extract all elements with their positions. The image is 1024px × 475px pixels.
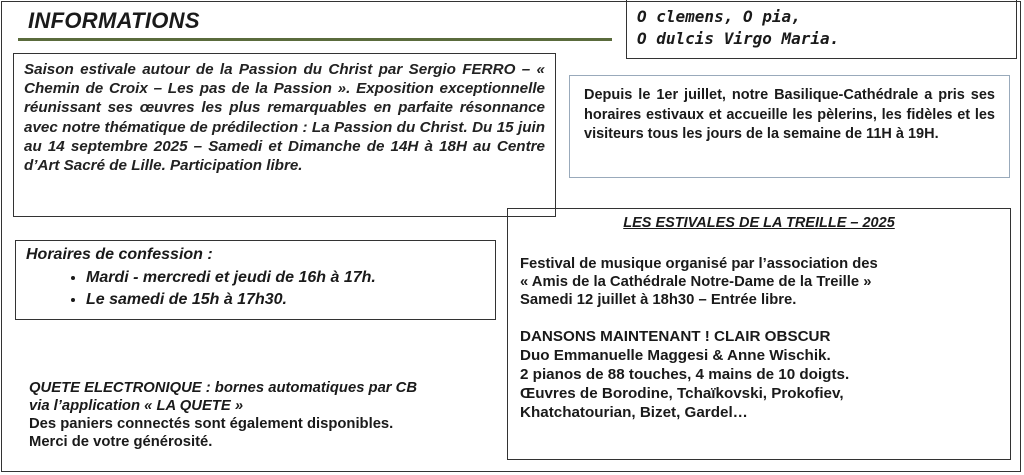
collection-line: Des paniers connectés sont également disponibles. [29,416,394,432]
concert-line: 2 pianos de 88 touches, 4 mains de 10 doigts. [520,366,850,383]
basilica-hours-text: Depuis le 1er juillet, notre Basilique-Cathédrale a pris ses horaires estivaux et accueille les pèlerins, les fidèles et les visiteurs tous les jours de la semaine de 11H à 19H. [584,87,995,142]
confession-item: • Le samedi de 15h à 17h30. [86,289,485,311]
basilica-hours-box [569,75,1010,178]
concert-line: DANSONS MAINTENANT ! CLAIR OBSCUR [520,328,831,345]
prayer-line: O clemens, O pia, [637,7,801,26]
informations-heading: INFORMATIONS [28,8,200,33]
exhibition-text: Saison estivale autour de la Passion du Christ par Sergio FERRO – « Chemin de Croix – Les pas de la Passion ». Exposition exceptionnelle réunissant ses œuvres les plus remarquables en parfaite résonnance avec notre thématique de prédilection : La Passion du Christ. Du 15 juin au 14 septembre 2025 – Samedi et Dimanche de 14H à 18H au Centre d’Art Sacré de Lille. Participation libre. [24,61,545,175]
exhibition-box [13,53,556,217]
prayer-box [626,0,1017,59]
festival-line: Festival de musique organisé par l’association des [520,256,878,272]
confession-box [15,240,496,320]
prayer-line: O dulcis Virgo Maria. [637,29,840,48]
collection-notice [29,379,499,451]
confession-title: Horaires de confession : [26,246,213,263]
confession-list [26,267,485,311]
concert-line: Duo Emmanuelle Maggesi & Anne Wischik. [520,347,831,364]
spacer [520,309,998,327]
concert-line: Khatchatourian, Bizet, Gardel… [520,404,748,421]
concert-line: Œuvres de Borodine, Tchaïkovski, Prokofiev, [520,385,844,402]
collection-line: Merci de votre générosité. [29,434,213,450]
estivales-box [507,208,1011,460]
collection-line: via l’application « LA QUETE » [29,398,244,414]
festival-line: Samedi 12 juillet à 18h30 – Entrée libre. [520,292,797,308]
estivales-title: LES ESTIVALES DE LA TREILLE – 2025 [623,215,895,231]
heading-rule [18,38,612,41]
collection-line: QUETE ELECTRONIQUE : bornes automatiques par CB [29,380,418,396]
confession-item: • Mardi - mercredi et jeudi de 16h à 17h. [86,267,485,289]
festival-line: « Amis de la Cathédrale Notre-Dame de la Treille » [520,274,872,290]
